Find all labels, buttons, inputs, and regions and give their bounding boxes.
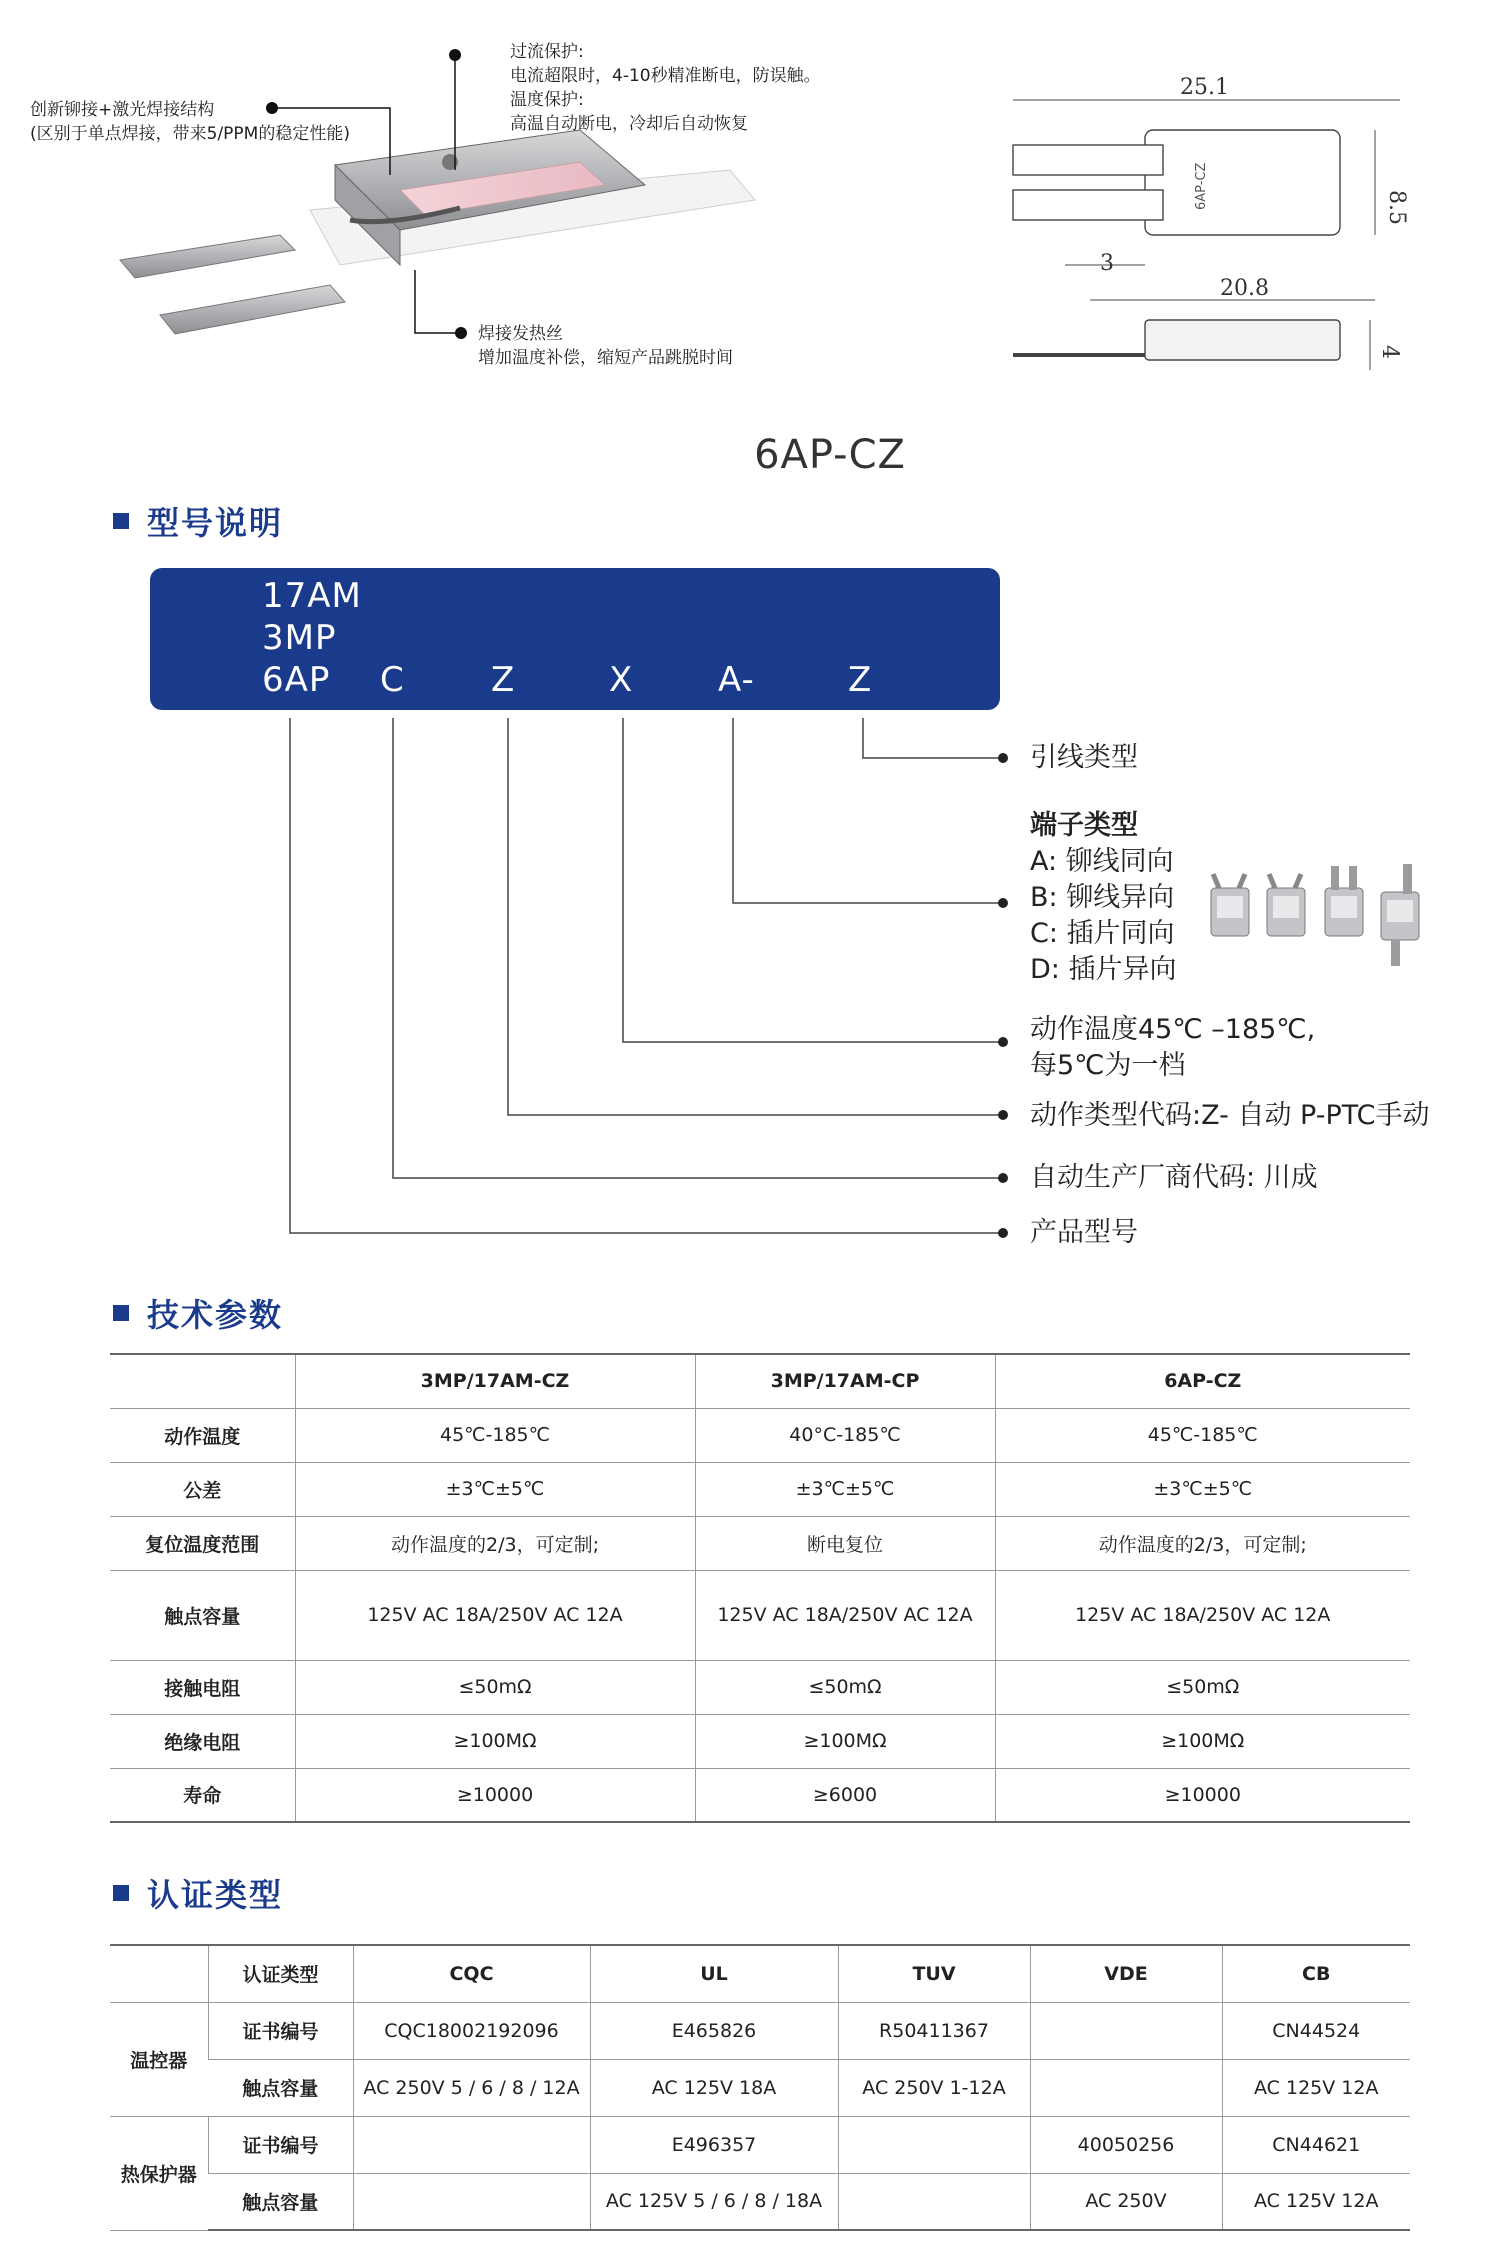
cert-group-thermostat: 温控器 bbox=[110, 2002, 208, 2116]
cert-cell: AC 125V 18A bbox=[590, 2059, 838, 2116]
cert-header-cell: TUV bbox=[838, 1945, 1030, 2002]
section-cert-title: 认证类型 bbox=[147, 1876, 284, 1914]
table-row bbox=[110, 1462, 1410, 1516]
cert-cell: R50411367 bbox=[838, 2002, 1030, 2059]
cert-cell: AC 125V 12A bbox=[1222, 2059, 1410, 2116]
cert-cell bbox=[353, 2116, 590, 2173]
cert-cell: AC 250V 1-12A bbox=[838, 2059, 1030, 2116]
spec-cell: 125V AC 18A/250V AC 12A bbox=[295, 1570, 695, 1660]
callout-rivet-line1: 创新铆接+激光焊接结构 bbox=[30, 100, 215, 120]
callout-heater bbox=[478, 322, 733, 370]
cert-row-head: 证书编号 bbox=[208, 2002, 353, 2059]
terminal-image-d bbox=[1381, 864, 1419, 966]
table-row bbox=[110, 1714, 1410, 1768]
terminal-image-c bbox=[1325, 866, 1363, 936]
spec-cell: ±3℃±5℃ bbox=[995, 1462, 1410, 1516]
section-square-icon bbox=[113, 1305, 129, 1321]
code-part-6ap: 6AP bbox=[262, 660, 331, 700]
cert-header-cell: UL bbox=[590, 1945, 838, 2002]
spec-cell: 45℃-185℃ bbox=[295, 1408, 695, 1462]
label-lead-type: 引线类型 bbox=[1030, 742, 1138, 773]
cert-header-cell: 认证类型 bbox=[208, 1945, 353, 2002]
cert-cell bbox=[838, 2173, 1030, 2230]
dimension-length-total: 25.1 bbox=[1180, 75, 1229, 100]
spec-cell: 125V AC 18A/250V AC 12A bbox=[995, 1570, 1410, 1660]
label-temp-line1: 动作温度45℃ –185℃, bbox=[1030, 1014, 1316, 1045]
terminal-type-images bbox=[1205, 860, 1430, 970]
terminal-image-a bbox=[1211, 874, 1249, 936]
table-row bbox=[110, 2116, 1410, 2173]
label-terminal-c: C: 插片同向 bbox=[1030, 918, 1175, 949]
spec-row-head: 寿命 bbox=[110, 1768, 295, 1822]
cert-cell: 40050256 bbox=[1030, 2116, 1222, 2173]
section-spec-title: 技术参数 bbox=[147, 1296, 284, 1334]
cert-header-cell: VDE bbox=[1030, 1945, 1222, 2002]
spec-row-head: 触点容量 bbox=[110, 1570, 295, 1660]
callout-protect-line3: 温度保护: bbox=[510, 90, 584, 110]
spec-header-row bbox=[110, 1354, 1410, 1408]
dimension-height: 4 bbox=[1377, 345, 1402, 359]
spec-cell: 125V AC 18A/250V AC 12A bbox=[695, 1570, 995, 1660]
section-square-icon bbox=[113, 513, 129, 529]
table-row bbox=[110, 2059, 1410, 2116]
table-row bbox=[110, 1516, 1410, 1570]
spec-cell: ±3℃±5℃ bbox=[295, 1462, 695, 1516]
callout-rivet bbox=[30, 98, 350, 146]
spec-cell: ≤50mΩ bbox=[695, 1660, 995, 1714]
label-terminal-a: A: 铆线同向 bbox=[1030, 846, 1174, 877]
section-spec-head bbox=[113, 1290, 283, 1336]
cert-table bbox=[110, 1944, 1410, 2231]
table-row bbox=[110, 1660, 1410, 1714]
terminal-image-b bbox=[1267, 874, 1305, 936]
cert-cell: CQC18002192096 bbox=[353, 2002, 590, 2059]
spec-table bbox=[110, 1353, 1410, 1823]
spec-cell: ≥100MΩ bbox=[995, 1714, 1410, 1768]
table-row bbox=[110, 1408, 1410, 1462]
code-part-lead: Z bbox=[848, 660, 873, 700]
dimension-marking: 6AP-CZ bbox=[1194, 162, 1209, 210]
cert-cell bbox=[838, 2116, 1030, 2173]
callout-protection bbox=[510, 40, 821, 136]
spec-row-head: 绝缘电阻 bbox=[110, 1714, 295, 1768]
spec-header-cell bbox=[110, 1354, 295, 1408]
code-line-17am: 17AM bbox=[262, 576, 362, 616]
callout-rivet-line2: (区别于单点焊接，带来5/PPM的稳定性能) bbox=[30, 124, 350, 144]
spec-cell: ≤50mΩ bbox=[995, 1660, 1410, 1714]
cert-header-row bbox=[110, 1945, 1410, 2002]
table-row bbox=[110, 1570, 1410, 1660]
cert-cell: AC 250V bbox=[1030, 2173, 1222, 2230]
section-model-title: 型号说明 bbox=[147, 504, 284, 542]
dimension-body-length: 20.8 bbox=[1220, 276, 1269, 301]
callout-heater-line1: 焊接发热丝 bbox=[478, 324, 563, 344]
label-terminal-title: 端子类型 bbox=[1030, 810, 1138, 841]
spec-cell: ≥10000 bbox=[995, 1768, 1410, 1822]
spec-row-head: 动作温度 bbox=[110, 1408, 295, 1462]
spec-header-cell: 6AP-CZ bbox=[995, 1354, 1410, 1408]
spec-row-head: 接触电阻 bbox=[110, 1660, 295, 1714]
cert-header-cell: CQC bbox=[353, 1945, 590, 2002]
label-temp-line2: 每5℃为一档 bbox=[1030, 1050, 1186, 1081]
table-row bbox=[110, 1768, 1410, 1822]
cert-group-protector: 热保护器 bbox=[110, 2116, 208, 2230]
spec-header-cell: 3MP/17AM-CP bbox=[695, 1354, 995, 1408]
cert-cell: AC 125V 12A bbox=[1222, 2173, 1410, 2230]
model-name: 6AP-CZ bbox=[754, 432, 906, 478]
cert-cell: AC 250V 5 / 6 / 8 / 12A bbox=[353, 2059, 590, 2116]
label-terminal-b: B: 铆线异向 bbox=[1030, 882, 1175, 913]
spec-cell: ≤50mΩ bbox=[295, 1660, 695, 1714]
label-maker: 自动生产厂商代码: 川成 bbox=[1030, 1162, 1318, 1193]
callout-heater-line2: 增加温度补偿，缩短产品跳脱时间 bbox=[478, 348, 733, 368]
spec-row-head: 公差 bbox=[110, 1462, 295, 1516]
cert-row-head: 触点容量 bbox=[208, 2173, 353, 2230]
cert-cell bbox=[1030, 2059, 1222, 2116]
section-square-icon bbox=[113, 1885, 129, 1901]
code-line-3mp: 3MP bbox=[262, 618, 337, 658]
spec-cell: 动作温度的2/3，可定制; bbox=[995, 1516, 1410, 1570]
rivet-dot bbox=[442, 154, 458, 170]
callout-protect-line1: 过流保护: bbox=[510, 42, 584, 62]
label-action-type: 动作类型代码:Z- 自动 P-PTC手动 bbox=[1030, 1100, 1430, 1131]
label-product: 产品型号 bbox=[1030, 1217, 1138, 1248]
label-terminal-d: D: 插片异向 bbox=[1030, 954, 1177, 985]
section-cert-head bbox=[113, 1870, 283, 1916]
spec-cell: ≥6000 bbox=[695, 1768, 995, 1822]
spec-header-cell: 3MP/17AM-CZ bbox=[295, 1354, 695, 1408]
cert-cell: AC 125V 5 / 6 / 8 / 18A bbox=[590, 2173, 838, 2230]
spec-cell: 45℃-185℃ bbox=[995, 1408, 1410, 1462]
cert-cell bbox=[1030, 2002, 1222, 2059]
spec-cell: ≥100MΩ bbox=[295, 1714, 695, 1768]
dimension-width: 8.5 bbox=[1384, 190, 1409, 225]
code-part-x: X bbox=[609, 660, 634, 700]
code-part-a: A- bbox=[718, 660, 755, 700]
spec-row-head: 复位温度范围 bbox=[110, 1516, 295, 1570]
spec-cell: ≥10000 bbox=[295, 1768, 695, 1822]
cert-cell bbox=[353, 2173, 590, 2230]
cert-row-head: 证书编号 bbox=[208, 2116, 353, 2173]
code-part-z: Z bbox=[491, 660, 516, 700]
cert-header-cell: CB bbox=[1222, 1945, 1410, 2002]
table-row bbox=[110, 2173, 1410, 2230]
callout-protect-line4: 高温自动断电，冷却后自动恢复 bbox=[510, 114, 748, 134]
model-code-box bbox=[150, 568, 1000, 710]
spec-cell: ±3℃±5℃ bbox=[695, 1462, 995, 1516]
section-model-head bbox=[113, 498, 283, 544]
cert-row-head: 触点容量 bbox=[208, 2059, 353, 2116]
cert-cell: E465826 bbox=[590, 2002, 838, 2059]
spec-cell: 动作温度的2/3，可定制; bbox=[295, 1516, 695, 1570]
spec-cell: ≥100MΩ bbox=[695, 1714, 995, 1768]
dimension-offset: 3 bbox=[1100, 251, 1114, 276]
cert-cell: CN44621 bbox=[1222, 2116, 1410, 2173]
table-row bbox=[110, 2002, 1410, 2059]
cert-header-cell bbox=[110, 1945, 208, 2002]
callout-protect-line2: 电流超限时，4-10秒精准断电，防误触。 bbox=[510, 66, 821, 86]
code-part-c: C bbox=[380, 660, 405, 700]
spec-cell: 断电复位 bbox=[695, 1516, 995, 1570]
cert-cell: CN44524 bbox=[1222, 2002, 1410, 2059]
dimension-drawing bbox=[1005, 70, 1435, 390]
spec-cell: 40°C-185℃ bbox=[695, 1408, 995, 1462]
cert-cell: E496357 bbox=[590, 2116, 838, 2173]
